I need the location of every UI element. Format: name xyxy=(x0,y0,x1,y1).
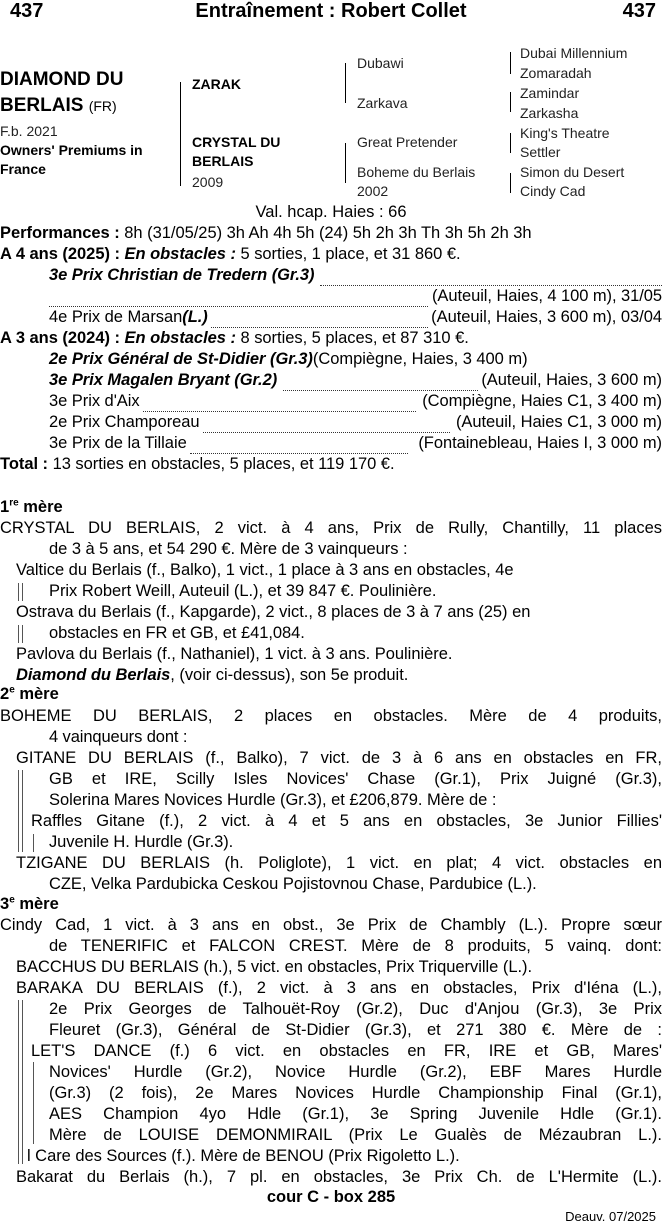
year-2024-kind: En obstacles : xyxy=(124,329,236,347)
pedigree-bracket-dam xyxy=(345,143,346,183)
pedigree-dds: Simon du Desert xyxy=(520,164,625,180)
pedigree-dam-line2: BERLAIS xyxy=(192,153,254,169)
box-location: cour C - box 285 xyxy=(266,1188,396,1206)
leader-dots xyxy=(190,433,409,454)
leader-dots xyxy=(203,412,450,433)
heading-num: 3 xyxy=(0,895,10,913)
race-name: 4e Prix de Marsan xyxy=(49,308,183,326)
sibling-bar xyxy=(22,625,23,643)
race-row xyxy=(49,307,662,328)
pedigree-ds: Great Pretender xyxy=(357,134,458,150)
race-name: 3e Prix Christian de Tredern (Gr.3) xyxy=(49,266,315,284)
lot-number-right: 437 xyxy=(622,0,656,22)
race-name: 3e Prix d'Aix xyxy=(49,392,140,410)
horse-country: (FR) xyxy=(88,98,117,114)
year-2025-label: A 4 ans (2025) : xyxy=(0,245,125,263)
second-dam-line: CZE, Velka Pardubicka Ceskou Pojistovnou Chase, Pardubice (L.). xyxy=(49,875,537,893)
leader-dots xyxy=(320,265,662,286)
race-row xyxy=(49,349,662,370)
third-dam-line: de TENERIFIC et FALCON CREST. Mère de 8 produits, 5 vainq. dont: xyxy=(49,937,662,955)
produce-bar xyxy=(33,834,34,852)
pedigree-bracket-gen1 xyxy=(180,82,181,186)
heading-sup: e xyxy=(9,894,15,906)
first-dam-line: de 3 à 5 ans, et 54 290 €. Mère de 3 vainqueurs : xyxy=(49,540,408,558)
second-dam-line: GB et IRE, Scilly Isles Novices' Chase (Gr.1), Prix Juigné (Gr.3), xyxy=(49,770,662,788)
performances-label: Performances : xyxy=(0,224,120,242)
second-dam-heading xyxy=(0,684,59,705)
third-dam-line: AES Champion 4yo Hdle (Gr.1), 3e Spring Juvenile Hdle (Gr.1). xyxy=(49,1105,662,1123)
pedigree-bracket-sd xyxy=(510,92,511,112)
third-dam-line: Fleuret (Gr.3), Général de St-Didier (Gr.3), et 271 380 €. Mère de : xyxy=(49,1021,662,1039)
trainer-title: Entraînement : Robert Collet xyxy=(195,0,467,22)
total-label: Total : xyxy=(0,455,49,473)
produce-text: , (voir ci-dessus), son 5e produit. xyxy=(170,666,409,684)
race-name: 3e Prix de la Tillaie xyxy=(49,434,187,452)
leader-dots xyxy=(49,286,428,307)
race-grade: (L.) xyxy=(182,308,208,326)
total-line xyxy=(0,454,662,475)
year-2024-line xyxy=(0,328,662,349)
race-row xyxy=(49,433,662,454)
heading-sup: re xyxy=(9,497,19,509)
race-detail: (Auteuil, Haies, 3 600 m) xyxy=(481,371,662,389)
race-row xyxy=(49,370,662,391)
first-dam-line-8 xyxy=(16,665,662,686)
race-name: 2e Prix Champoreau xyxy=(49,413,200,431)
horse-details: F.b. 2021 xyxy=(0,123,58,139)
owner-line1: Owners' Premiums in xyxy=(0,142,143,158)
performances-line xyxy=(0,223,662,244)
race-row xyxy=(49,391,662,412)
third-dam-line: Bakarat du Berlais (h.), 7 pl. en obstacles, 3e Prix Ch. de L'Hermite (L.). xyxy=(16,1168,662,1186)
pedigree-ss: Dubawi xyxy=(357,55,404,71)
pedigree-sdd: Zarkasha xyxy=(520,105,579,121)
first-dam-line: Prix Robert Weill, Auteuil (L.), et 39 847 €. Poulinière. xyxy=(49,582,437,600)
pedigree-sd: Zarkava xyxy=(357,95,408,111)
produce-bar xyxy=(18,770,19,852)
third-dam-line: LET'S DANCE (f.) 6 vict. en obstacles en FR, IRE et GB, Mares' xyxy=(31,1042,662,1060)
race-detail: (Auteuil, Haies, 4 100 m), 31/05 xyxy=(431,287,662,305)
second-dam-line: GITANE DU BERLAIS (f., Balko), 7 vict. de 3 à 6 ans en obstacles en FR, xyxy=(16,749,662,767)
first-dam-line: CRYSTAL DU BERLAIS, 2 vict. à 4 ans, Prix de Rully, Chantilly, 11 places xyxy=(0,519,662,537)
pedigree-dam-year: 2009 xyxy=(192,174,224,190)
pedigree-ssd: Zomaradah xyxy=(520,65,592,81)
race-row xyxy=(49,265,662,286)
pedigree-dss: King's Theatre xyxy=(520,125,610,141)
pedigree-bracket-dd xyxy=(510,173,511,193)
horse-name-line1: DIAMOND DU xyxy=(0,69,124,90)
sale-reference: Deauv. 07/2025 xyxy=(565,1209,656,1224)
heading-word: mère xyxy=(18,498,63,516)
race-row xyxy=(49,412,662,433)
produce-bar xyxy=(22,1000,23,1164)
first-dam-line: Valtice du Berlais (f., Balko), 1 vict., 1 place à 3 ans en obstacles, 4e xyxy=(16,561,514,579)
sibling-bar xyxy=(22,583,23,601)
lot-number-left: 437 xyxy=(10,0,44,22)
pedigree-bracket-ss xyxy=(510,52,511,74)
pedigree-bracket-ds xyxy=(510,133,511,153)
year-2025-summary: 5 sorties, 1 place, et 31 860 €. xyxy=(235,245,461,263)
second-dam-line: BOHEME DU BERLAIS, 2 places en obstacles. Mère de 4 produits, xyxy=(0,707,662,725)
first-dam-line: obstacles en FR et GB, et £41,084. xyxy=(49,624,305,642)
pedigree-dsd: Settler xyxy=(520,144,561,160)
pedigree-sire: ZARAK xyxy=(192,76,241,92)
second-dam-line: Raffles Gitane (f.), 2 vict. à 4 et 5 ans en obstacles, 3e Junior Fillies' xyxy=(31,812,662,830)
third-dam-line: BARAKA DU BERLAIS (f.), 2 vict. à 3 ans en obstacles, Prix d'Iéna (L.), xyxy=(16,979,662,997)
heading-word: mère xyxy=(14,685,59,703)
first-dam-heading xyxy=(0,497,63,518)
third-dam-line: 2e Prix Georges de Talhouët-Roy (Gr.2), Duc d'Anjou (Gr.3), 3e Prix xyxy=(49,1000,662,1018)
sibling-bar xyxy=(18,625,19,643)
produce-bar xyxy=(33,1062,34,1144)
race-detail: (Compiègne, Haies, 3 400 m) xyxy=(312,350,528,368)
third-dam-line: BACCHUS DU BERLAIS (h.), 5 vict. en obstacles, Prix Triquerville (L.). xyxy=(16,958,533,976)
race-row xyxy=(49,286,662,307)
pedigree-dd: Boheme du Berlais xyxy=(357,164,476,180)
second-dam-line: 4 vainqueurs dont : xyxy=(49,728,188,746)
pedigree-dam-line1: CRYSTAL DU xyxy=(192,134,281,150)
third-dam-line: Mère de LOUISE DEMONMIRAIL (Prix Le Gualès de Mézaubran L.). xyxy=(49,1126,662,1144)
second-dam-line: TZIGANE DU BERLAIS (h. Poliglote), 1 vict. en plat; 4 vict. obstacles en xyxy=(16,854,662,872)
produce-name: Diamond du Berlais xyxy=(16,666,171,684)
year-2025-line xyxy=(0,244,662,265)
heading-sup: e xyxy=(9,684,15,696)
pedigree-sss: Dubai Millennium xyxy=(520,45,628,61)
race-detail: (Compiègne, Haies C1, 3 400 m) xyxy=(422,392,662,410)
handicap-value: Val. hcap. Haies : 66 xyxy=(255,203,407,221)
heading-num: 1 xyxy=(0,498,10,516)
third-dam-line: Cindy Cad, 1 vict. à 3 ans en obst., 3e Prix de Chambly (L.). Propre sœur xyxy=(0,916,662,934)
race-name: 3e Prix Magalen Bryant (Gr.2) xyxy=(49,371,278,389)
pedigree-bracket-sire xyxy=(345,63,346,103)
owner-line2: France xyxy=(0,161,46,177)
pedigree-ddd: Cindy Cad xyxy=(520,183,586,199)
leader-dots xyxy=(211,307,428,328)
pedigree-sds: Zamindar xyxy=(520,85,580,101)
total-text: 13 sorties en obstacles, 5 places, et 119 170 €. xyxy=(48,455,395,473)
sibling-bar xyxy=(18,583,19,601)
heading-num: 2 xyxy=(0,685,10,703)
race-detail: (Auteuil, Haies C1, 3 000 m) xyxy=(455,413,662,431)
horse-name-line2-wrap xyxy=(0,94,117,118)
pedigree-dd-year: 2002 xyxy=(357,183,389,199)
year-2025-kind: En obstacles : xyxy=(124,245,236,263)
horse-name-line2: BERLAIS xyxy=(0,95,84,116)
first-dam-line: Pavlova du Berlais (f., Nathaniel), 1 vict. à 3 ans. Poulinière. xyxy=(16,645,453,663)
third-dam-line: Novices' Hurdle (Gr.2), Novice Hurdle (Gr.2), EBF Mares Hurdle xyxy=(49,1063,662,1081)
third-dam-line: (Gr.3) (2 fois), 2e Mares Novices Hurdle Championship Final (Gr.1), xyxy=(49,1084,662,1102)
performances-text: 8h (31/05/25) 3h Ah 4h 5h (24) 5h 2h 3h Th 3h 5h 2h 3h xyxy=(119,224,532,242)
produce-bar xyxy=(18,1000,19,1164)
produce-bar xyxy=(22,770,23,852)
third-dam-line: l Care des Sources (f.). Mère de BENOU (Prix Rigoletto L.). xyxy=(27,1147,460,1165)
second-dam-line: Juvenile H. Hurdle (Gr.3). xyxy=(49,833,234,851)
second-dam-line: Solerina Mares Novices Hurdle (Gr.3), et £206,879. Mère de : xyxy=(49,791,497,809)
year-2024-label: A 3 ans (2024) : xyxy=(0,329,125,347)
heading-word: mère xyxy=(14,895,59,913)
race-detail: (Fontainebleau, Haies I, 3 000 m) xyxy=(418,434,662,452)
race-detail: (Auteuil, Haies, 3 600 m), 03/04 xyxy=(431,308,662,326)
leader-dots xyxy=(143,391,417,412)
first-dam-line: Ostrava du Berlais (f., Kapgarde), 2 vict., 8 places de 3 à 7 ans (25) en xyxy=(16,603,531,621)
race-name: 2e Prix Général de St-Didier (Gr.3) xyxy=(49,350,313,368)
leader-dots xyxy=(283,370,478,391)
third-dam-heading xyxy=(0,894,59,915)
year-2024-summary: 8 sorties, 5 places, et 87 310 €. xyxy=(235,329,469,347)
